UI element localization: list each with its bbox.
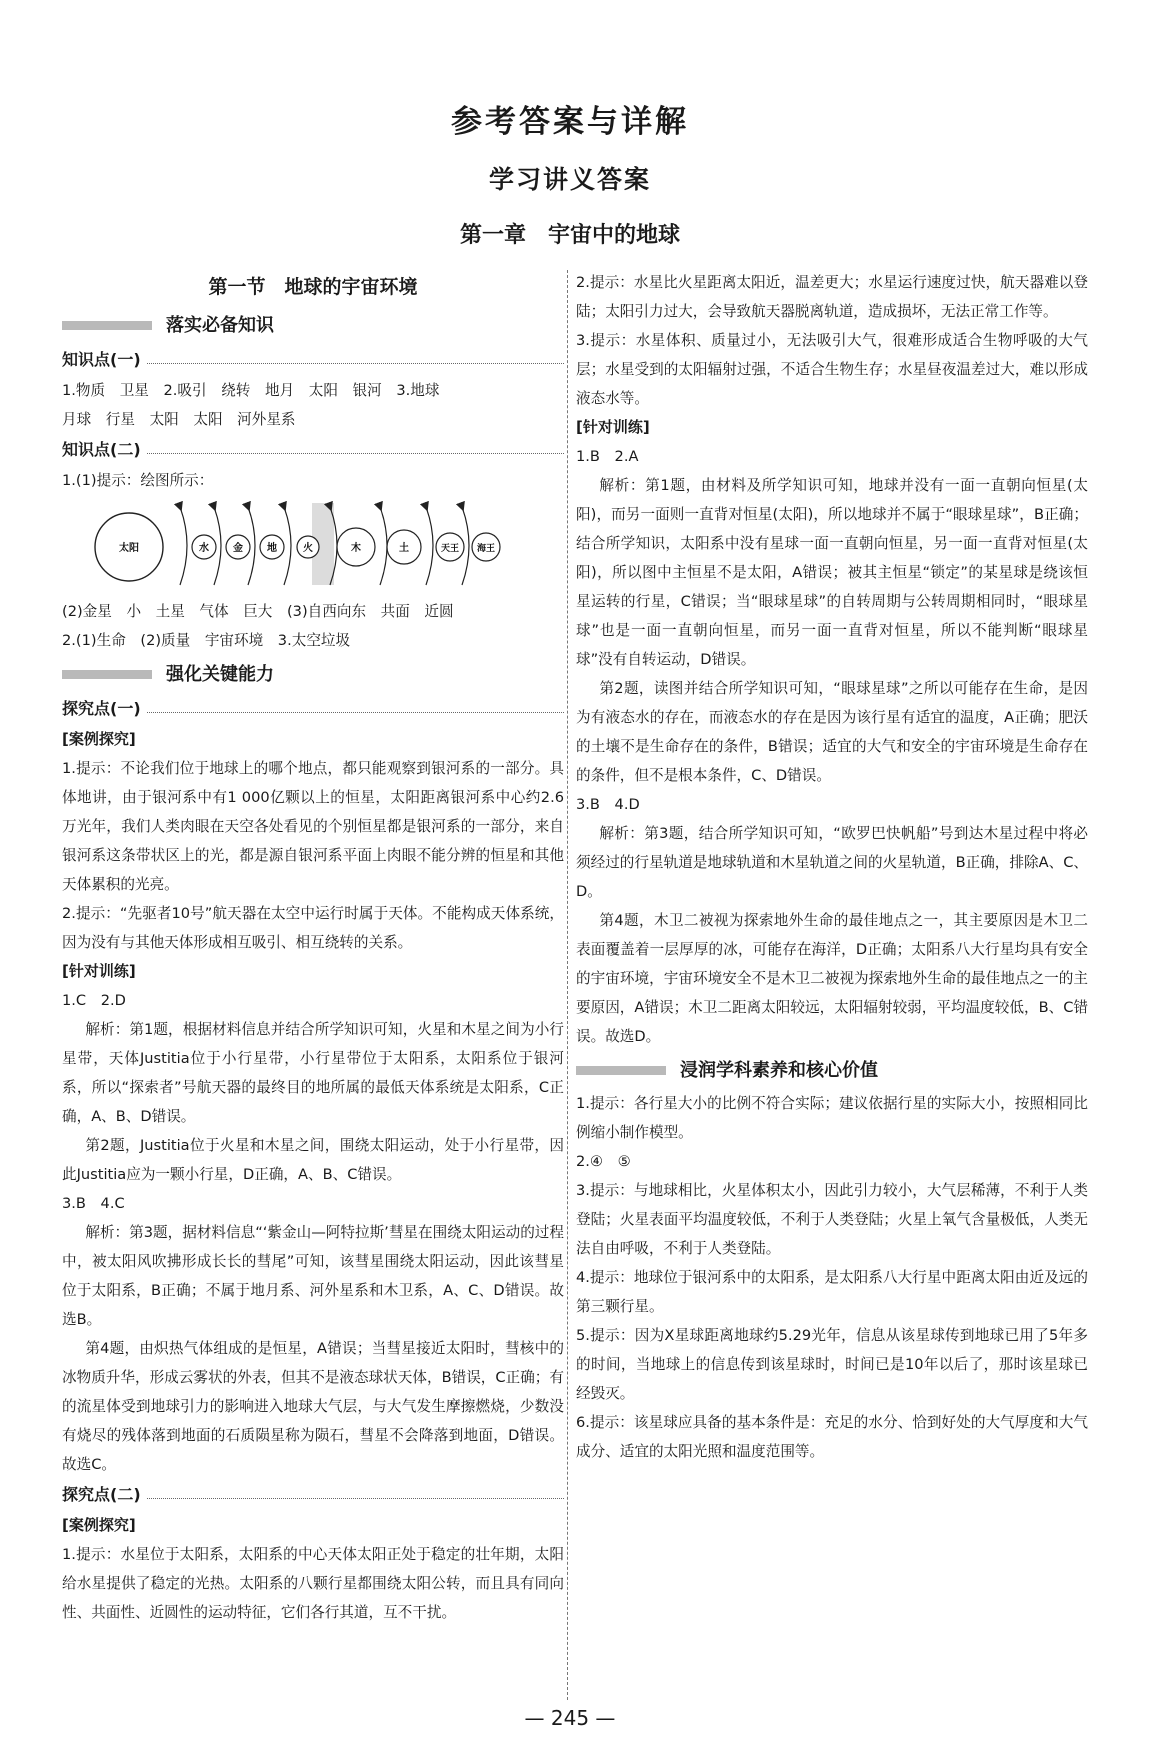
training-label: [针对训练]	[576, 418, 650, 436]
planet-label: 火	[303, 543, 313, 554]
heading-bar	[62, 670, 152, 679]
planet-label: 海王	[476, 544, 496, 554]
explanation-paragraph: 第2题，读图并结合所学知识可知，“眼球星球”之所以可能存在生命，是因为有液态水的存在，而液态水的存在是因为该行星有适宜的温度，A正确；肥沃的土壤不是生命存在的条件，B错误；适宜的大气和安全的宇宙环境是生命存在的条件，但不是根本条件，C、D错误。	[576, 680, 1088, 784]
planet-label: 金	[233, 543, 243, 554]
case-label: [案例探究]	[62, 730, 136, 748]
answer-paragraph: 3.提示：水星体积、质量过小，无法吸引大气，很难形成适合生物呼吸的大气层；水星受到的太阳辐射过强，不适合生物生存；水星昼夜温差过大，难以形成液态水等。	[576, 332, 1088, 407]
orbit-uranus	[426, 507, 433, 585]
explanation-paragraph: 第2题，Justitia位于火星和木星之间，围绕太阳运动，处于小行星带，因此Justitia应为一颗小行星，D正确，A、B、C错误。	[62, 1137, 564, 1183]
planet-label: 土	[399, 543, 409, 554]
answer-paragraph: 6.提示：该星球应具备的基本条件是：充足的水分、恰到好处的大气厚度和大气成分、适宜的太阳光照和温度范围等。	[576, 1414, 1088, 1460]
answer-line: 2.④ ⑤	[576, 1153, 631, 1170]
answer-paragraph: 4.提示：地球位于银河系中的太阳系，是太阳系八大行星中距离太阳由近及远的第三颗行星。	[576, 1269, 1088, 1315]
answer-paragraph: 1.提示：各行星大小的比例不符合实际；建议依据行星的实际大小，按照相同比例缩小制作模型。	[576, 1095, 1088, 1141]
explanation-paragraph: 解析：第1题，由材料及所学知识可知，地球并没有一面一直朝向恒星(太阳)，而另一面则一直背对恒星(太阳)，所以地球并不属于“眼球星球”，B正确；结合所学知识，太阳系中没有星球一面一直朝向恒星，另一面一直背对恒星(太阳)，所以图中主恒星不是太阳，A错误；被其主恒星“锁定”的某星球是绕该恒星运转的行星，C错误；当“眼球星球”的自转周期与公转周期相同时，“眼球星球”也是一面一直朝向恒星，而另一面一直背对恒星，所以不能判断“眼球星球”没有自转运动，D错误。	[576, 477, 1088, 668]
section-title: 第一节 地球的宇宙环境	[208, 276, 418, 298]
subsection-heading-3: 浸润学科素养和核心价值	[576, 1051, 1088, 1089]
answer-paragraph: 5.提示：因为X星球距离地球约5.29光年，信息从该星球传到地球已用了5年多的时间，当地球上的信息传到该星球时，时间已是10年以后了，那时该星球已经毁灭。	[576, 1327, 1088, 1402]
answer-paragraph: 1.提示：不论我们位于地球上的哪个地点，都只能观察到银河系的一部分。具体地讲，由于银河系中有1 000亿颗以上的恒星，太阳距离银河系中心约2.6万光年，我们人类肉眼在天空各处看见的个别恒星都是银河系的一部分，来自银河系这条带状区上的光，都是源自银河系平面上肉眼不能分辨的恒星和其他天体累积的光亮。	[62, 760, 564, 893]
solar-system-diagram	[62, 497, 564, 593]
left-column	[62, 268, 564, 1627]
answer-paragraph: 3.提示：与地球相比，火星体积太小，因此引力较小，大气层稀薄，不利于人类登陆；火星表面平均温度较低，不利于人类登陆；火星上氧气含量极低，人类无法自由呼吸，不利于人类登陆。	[576, 1182, 1088, 1257]
explanation-paragraph: 第4题，由炽热气体组成的是恒星，A错误；当彗星接近太阳时，彗核中的冰物质升华，形成云雾状的外表，但其不是液态球状天体，B错误，C正确；有的流星体受到地球引力的影响进入地球大气层，与大气发生摩擦燃烧，少数没有烧尽的残体落到地面的石质陨星称为陨石，彗星不会降落到地面，D错误。故选C。	[62, 1340, 564, 1473]
explanation-paragraph: 解析：第3题，据材料信息“‘紫金山—阿特拉斯’彗星在围绕太阳运动的过程中，被太阳风吹拂形成长长的彗尾”可知，该彗星围绕太阳运动，因此该彗星位于太阳系，B正确；不属于地月系、河外星系和木卫系，A、C、D错误。故选B。	[62, 1224, 564, 1328]
planet-label: 太阳	[119, 543, 139, 554]
planet-label: 天王	[440, 544, 460, 554]
subsection-heading-2: 强化关键能力	[62, 655, 564, 693]
answer-line: 1.(1)提示：绘图所示：	[62, 472, 214, 489]
answer-line: 1.B 2.A	[576, 448, 639, 465]
explanation-paragraph: 解析：第3题，结合所学知识可知，“欧罗巴快帆船”号到达木星过程中将必须经过的行星轨道是地球轨道和木星轨道之间的火星轨道，B正确，排除A、C、D。	[576, 825, 1088, 900]
heading-bar	[576, 1066, 666, 1075]
answer-line: 月球 行星 太阳 太阳 河外星系	[62, 411, 296, 428]
answer-paragraph: 2.提示：水星比火星距离太阳近，温差更大；水星运行速度过快，航天器难以登陆；太阳引力过大，会导致航天器脱离轨道，造成损坏，无法正常工作等。	[576, 274, 1088, 320]
heading-bar	[62, 321, 152, 330]
explore-point-2: 探究点(二)	[62, 1479, 564, 1511]
answer-line: 2.(1)生命 (2)质量 宇宙环境 3.太空垃圾	[62, 632, 351, 649]
right-column	[576, 268, 1088, 1466]
page-number: — 245 —	[524, 1706, 616, 1730]
subsection-heading-1: 落实必备知识	[62, 306, 564, 344]
orbit-mars	[284, 507, 291, 585]
knowledge-point-1: 知识点(一)	[62, 344, 564, 376]
orbit-saturn	[380, 507, 387, 585]
planet-label: 木	[351, 543, 361, 554]
main-heading: 参考答案与详解	[451, 104, 689, 140]
explanation-paragraph: 解析：第1题，根据材料信息并结合所学知识可知，火星和木星之间为小行星带，天体Justitia位于小行星带，小行星带位于太阳系，太阳系位于银河系，所以“探索者”号航天器的最终目的地所属的最低天体系统是太阳系，C正确，A、B、D错误。	[62, 1021, 564, 1125]
solar-system-svg	[62, 497, 562, 593]
answer-line: 1.物质 卫星 2.吸引 绕转 地月 太阳 银河 3.地球	[62, 382, 440, 399]
knowledge-point-2: 知识点(二)	[62, 434, 564, 466]
orbit-mercury	[180, 507, 187, 585]
answer-line: (2)金星 小 土星 气体 巨大 (3)自西向东 共面 近圆	[62, 603, 454, 620]
answer-paragraph: 2.提示：“先驱者10号”航天器在太空中运行时属于天体。不能构成天体系统，因为没有与其他天体形成相互吸引、相互绕转的关系。	[62, 905, 564, 951]
case-label: [案例探究]	[62, 1516, 136, 1534]
training-label: [针对训练]	[62, 962, 136, 980]
answer-line: 3.B 4.C	[62, 1195, 125, 1212]
planet-label: 水	[199, 543, 209, 554]
answer-line: 1.C 2.D	[62, 992, 126, 1009]
column-divider	[567, 270, 568, 1700]
sub-heading: 学习讲义答案	[488, 165, 651, 194]
planet-label: 地	[267, 543, 277, 554]
chapter-title: 第一章 宇宙中的地球	[459, 223, 680, 248]
explore-point-1: 探究点(一)	[62, 693, 564, 725]
answer-line: 3.B 4.D	[576, 796, 640, 813]
explanation-paragraph: 第4题，木卫二被视为探索地外生命的最佳地点之一，其主要原因是木卫二表面覆盖着一层厚厚的冰，可能存在海洋，D正确；太阳系八大行星均具有安全的宇宙环境，宇宙环境安全不是木卫二被视为探索地外生命的最佳地点之一的主要原因，A错误；木卫二距离太阳较远，太阳辐射较弱，平均温度较低，B、C错误。故选D。	[576, 912, 1088, 1045]
answer-paragraph: 1.提示：水星位于太阳系，太阳系的中心天体太阳正处于稳定的壮年期，太阳给水星提供了稳定的光热。太阳系的八颗行星都围绕太阳公转，而且具有同向性、共面性、近圆性的运动特征，它们各行其道，互不干扰。	[62, 1546, 564, 1621]
